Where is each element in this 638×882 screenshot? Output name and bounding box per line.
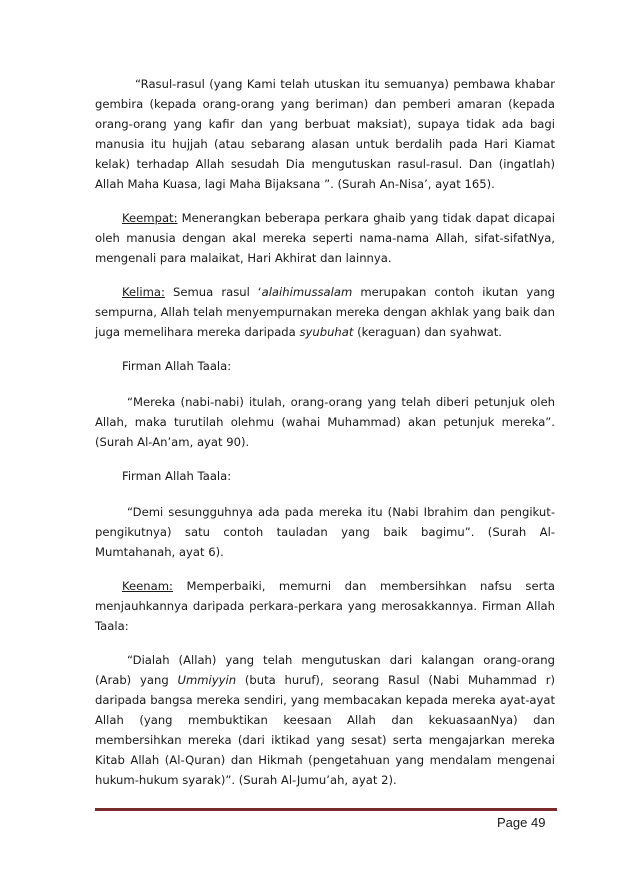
footer-divider [95,808,557,811]
quote-al-jumuah-italic: Ummiyyin [177,673,237,687]
kelima-italic-2: syubuhat [299,325,354,339]
firman-heading-1-text: Firman Allah Taala: [122,359,232,373]
keempat-text: Menerangkan beberapa perkara ghaib yang tidak dapat dicapai oleh manusia dengan akal mereka seperti nama-nama Allah, sifat-sifatNya, mengenali para malaikat, Hari Akhirat dan lainnya. [95,211,555,265]
kelima-text-1: Semua rasul ‘ [164,285,262,299]
quote-al-jumuah-text-2: (buta huruf), seorang Rasul (Nabi Muhammad r) daripada bangsa mereka sendiri, yang membacakan kepada mereka ayat-ayat Allah (yang membuktikan keesaan Allah dan kekuasaanNya) dan membersihkan mereka (dari iktikad yang sesat) serta mengajarkan mereka Kitab Allah (Al-Quran) dan Hikmah (pengetahuan yang mendalam mengenai hukum-hukum syarak)”. (Surah Al-Jumu’ah, ayat 2). [95,673,555,787]
paragraph-keempat [95,208,555,268]
quote-al-mumtahanah-text: “Demi sesungguhnya ada pada mereka itu (Nabi Ibrahim dan pengikut-pengikutnya) satu contoh tauladan yang baik bagimu”. (Surah Al-Mumtahanah, ayat 6). [95,505,555,559]
firman-heading-1 [95,356,555,376]
page-number: Page 49 [497,815,546,830]
quote-an-nisa-text: “Rasul-rasul (yang Kami telah utuskan itu semuanya) pembawa khabar gembira (kepada orang-orang yang beriman) dan pemberi amaran (kepada orang-orang yang kafir dan yang berbuat maksiat), supaya tidak ada bagi manusia itu hujjah (atau sebarang alasan untuk berdalih pada Hari Kiamat kelak) terhadap Allah sesudah Dia mengutuskan rasul-rasul. Dan (ingatlah) Allah Maha Kuasa, lagi Maha Bijaksana ”. (Surah An-Nisa’, ayat 165). [95,77,555,191]
quote-an-nisa [95,74,555,194]
kelima-text-2: merupakan contoh ikutan yang sempurna, Allah telah menyempurnakan mereka dengan akhlak yang baik dan juga memelihara mereka daripada [95,285,555,339]
quote-al-jumuah-text-1: “Dialah (Allah) yang telah mengutuskan dari kalangan orang-orang (Arab) yang [95,653,555,687]
keenam-text: Memperbaiki, memurni dan membersihkan nafsu serta menjauhkannya daripada perkara-perkara yang merosakkannya. Firman Allah Taala: [95,579,555,633]
quote-al-anam [95,392,555,452]
quote-al-anam-text: “Mereka (nabi-nabi) itulah, orang-orang yang telah diberi petunjuk oleh Allah, maka turutilah olehmu (wahai Muhammad) akan petunjuk mereka”. (Surah Al-An’am, ayat 90). [95,395,555,449]
kelima-italic-1: alaihimussalam [261,285,353,299]
kelima-label: Kelima: [122,285,165,299]
firman-heading-2-text: Firman Allah Taala: [122,469,232,483]
quote-al-mumtahanah [95,502,555,562]
keenam-label: Keenam: [122,579,173,593]
quote-al-jumuah [95,650,555,790]
page-body [95,74,555,804]
paragraph-kelima [95,282,555,342]
kelima-text-3: (keraguan) dan syahwat. [353,325,502,339]
keempat-label: Keempat: [122,211,178,225]
paragraph-keenam [95,576,555,636]
firman-heading-2 [95,466,555,486]
